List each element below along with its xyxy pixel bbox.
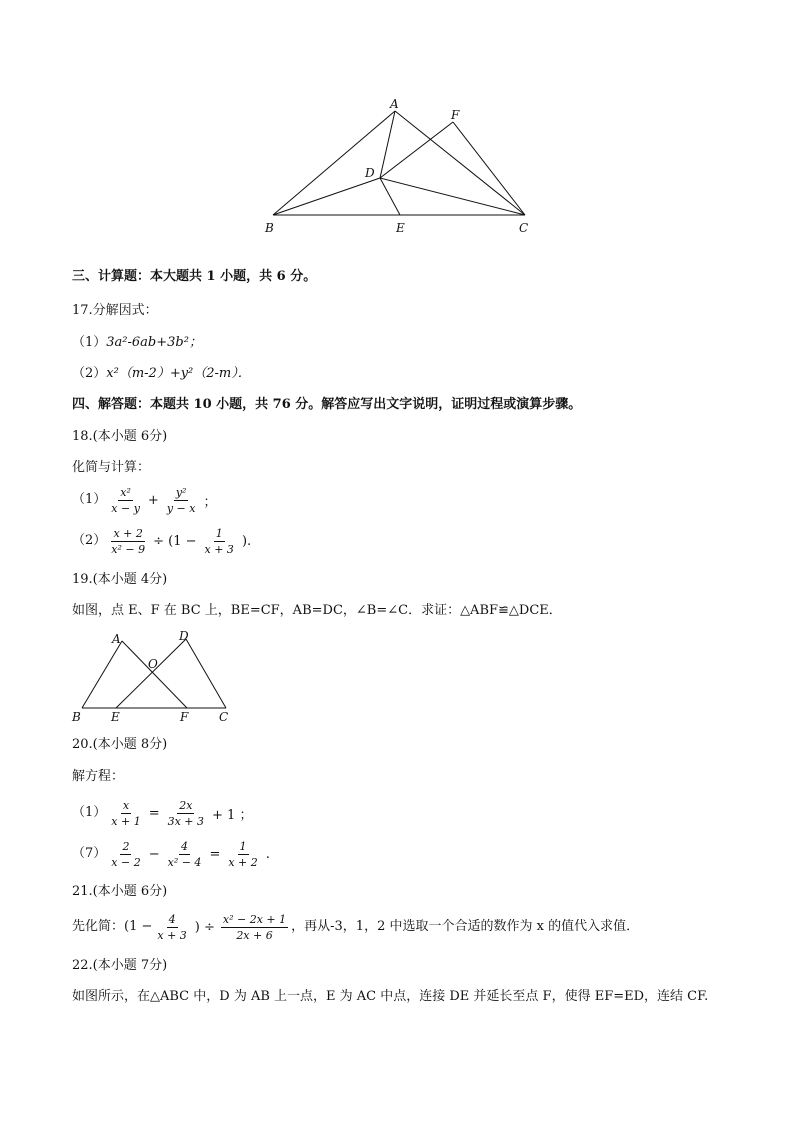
denominator: x − y	[111, 501, 140, 515]
q19-label-a: A	[112, 632, 121, 646]
q17-title: 17.分解因式：	[72, 303, 158, 318]
figure-q19	[66, 628, 246, 726]
section4-header: 四、解答题：本题共 10 小题，共 76 分。解答应写出文字说明，证明过程或演算步骤。	[72, 397, 582, 412]
q21-suffix: ，再从-3，1，2 中选取一个合适的数作为 x 的值代入求值．	[291, 919, 640, 934]
denominator: 2x + 6	[236, 928, 273, 942]
operator: =	[148, 805, 160, 821]
figure-triangle-abc	[255, 92, 545, 242]
denominator: x² − 4	[167, 855, 202, 869]
denominator: y − x	[166, 501, 196, 515]
q20-instruction: 解方程：	[72, 769, 125, 784]
q18-instruction: 化简与计算：	[72, 460, 151, 475]
label-a: A	[390, 97, 399, 111]
numerator: x + 2	[113, 526, 143, 540]
denominator: x + 1	[111, 814, 141, 828]
denominator: x + 2	[228, 855, 258, 869]
q18-title: 18.(本小题 6分)	[72, 429, 168, 444]
denominator: x + 3	[157, 928, 187, 942]
q19-label-b: B	[72, 710, 81, 724]
q21-prefix: 先化简：(1 −	[72, 919, 153, 934]
operator: ÷ (1 −	[153, 533, 197, 549]
label-b: B	[265, 221, 274, 235]
q18-part1-prefix: （1）	[72, 492, 107, 507]
numerator: x²	[120, 485, 131, 499]
section3-header: 三、计算题：本大题共 1 小题，共 6 分。	[72, 269, 317, 284]
end-mark: .	[265, 846, 270, 862]
numerator: 1	[215, 526, 223, 540]
tail: + 1 ；	[212, 807, 253, 823]
q21-title: 21.(本小题 6分)	[72, 884, 168, 899]
q17-part1-expr: 3a²-6ab+3b²；	[106, 335, 202, 350]
end-mark: ；	[203, 494, 217, 510]
numerator: 2x	[179, 798, 193, 812]
operator: −	[148, 846, 160, 862]
q17-part1-prefix: （1）	[72, 335, 107, 350]
denominator: x + 3	[204, 542, 234, 556]
q19-label-o: O	[148, 657, 158, 671]
q17-part1	[72, 334, 202, 352]
q18-part2-prefix: （2）	[72, 533, 107, 548]
q20-part1	[72, 795, 255, 831]
q19-title: 19.(本小题 4分)	[72, 572, 168, 587]
q19-label-f: F	[180, 710, 189, 724]
numerator: 4	[168, 912, 176, 926]
q19-label-e: E	[111, 710, 120, 724]
label-d: D	[365, 166, 375, 180]
q20-p1-frac2	[166, 799, 206, 828]
q18-p1-frac2	[165, 486, 198, 515]
q19-label-c: C	[219, 710, 229, 724]
q18-p2-frac2	[203, 527, 236, 556]
q20-p2-frac1	[109, 840, 142, 869]
q19-text: 如图，点 E、F 在 BC 上，BE=CF，AB=DC，∠B=∠C．求证：△ABF≌△DCE．	[72, 603, 562, 618]
operator: ) ÷	[194, 919, 215, 935]
q18-part2	[72, 523, 254, 559]
operator: =	[209, 846, 221, 862]
q18-p2-frac1	[109, 527, 147, 556]
q22-title: 22.(本小题 7分)	[72, 958, 168, 973]
label-c: C	[519, 221, 529, 235]
q20-part1-prefix: （1）	[72, 805, 107, 820]
end-mark: ).	[241, 533, 252, 549]
label-e: E	[396, 221, 405, 235]
q17-part2	[72, 365, 251, 383]
q22-text: 如图所示，在△ABC 中，D 为 AB 上一点，E 为 AC 中点，连接 DE 并延长至点 F，使得 EF=ED，连结 CF.	[72, 989, 709, 1004]
q17-part2-prefix: （2）	[72, 366, 107, 381]
label-f: F	[451, 108, 460, 122]
q20-part2	[72, 836, 273, 872]
operator: +	[147, 492, 159, 508]
q20-p2-frac2	[166, 840, 204, 869]
q21-frac1	[155, 913, 188, 942]
numerator: y²	[175, 485, 187, 499]
numerator: 1	[239, 839, 247, 853]
q21-frac2	[221, 913, 288, 942]
denominator: x − 2	[111, 855, 141, 869]
numerator: 4	[181, 839, 189, 853]
denominator: 3x + 3	[167, 814, 205, 828]
numerator: x	[122, 798, 130, 812]
q17-part2-expr: x²（m-2）+y²（2-m）．	[106, 366, 251, 381]
q20-p1-frac1	[109, 799, 142, 828]
q18-part1	[72, 482, 219, 518]
q21-expression	[72, 909, 639, 945]
q20-part2-prefix: （7）	[72, 846, 107, 861]
numerator: 2	[122, 839, 130, 853]
denominator: x² − 9	[111, 542, 146, 556]
numerator: x² − 2x + 1	[222, 912, 287, 926]
q20-p2-frac3	[226, 840, 259, 869]
q18-p1-frac1	[109, 486, 142, 515]
q20-title: 20.(本小题 8分)	[72, 737, 168, 752]
q19-label-d: D	[179, 629, 189, 643]
